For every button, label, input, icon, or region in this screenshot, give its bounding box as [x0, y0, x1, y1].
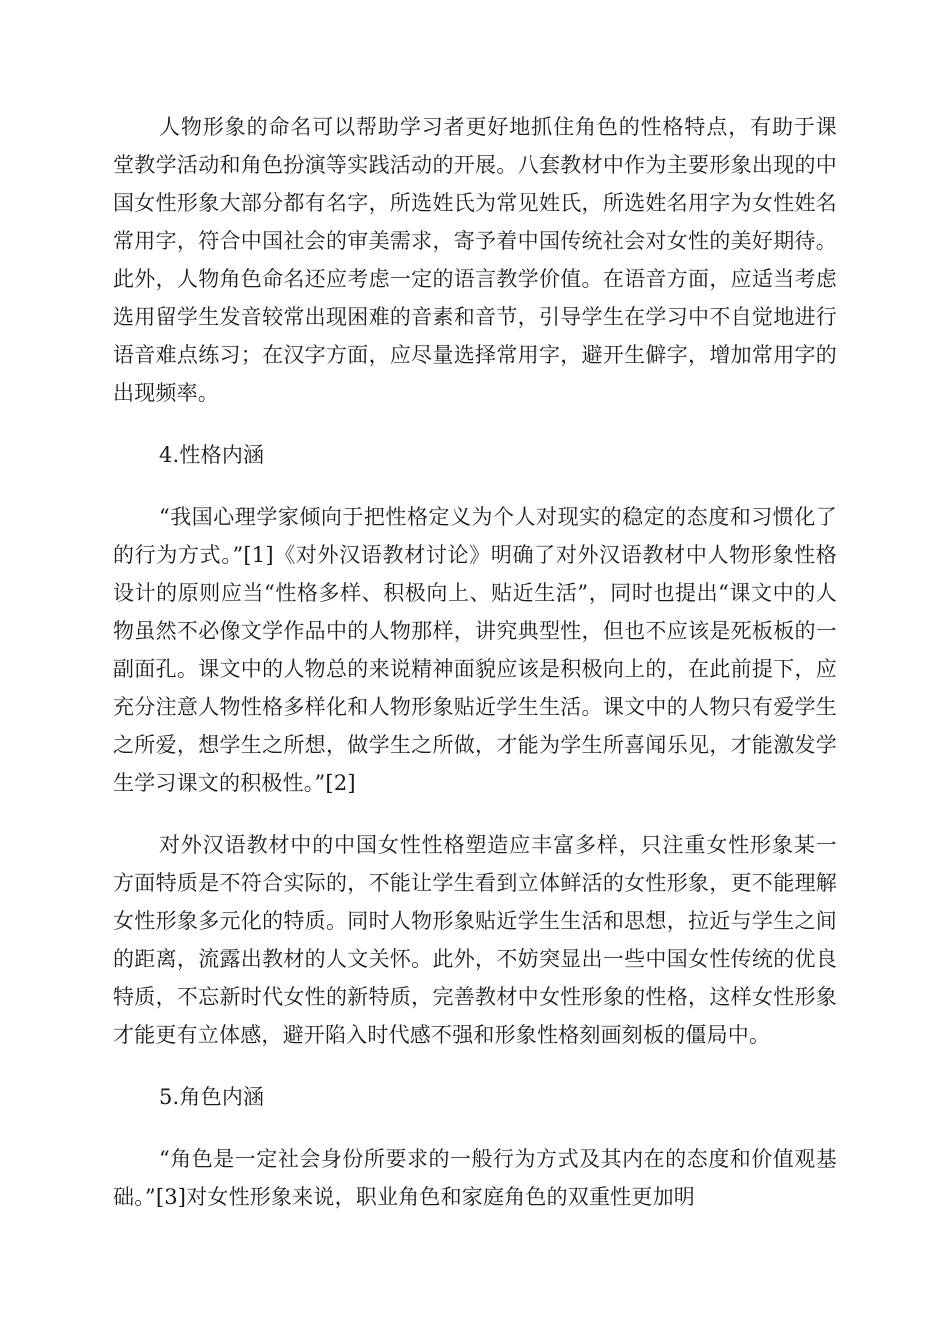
paragraph-personality-quote: “我国心理学家倾向于把性格定义为个人对现实的稳定的态度和习惯化了的行为方式。”[1]《对外汉语教材讨论》明确了对外汉语教材中人物形象性格设计的原则应当“性格多样、积极向上、贴近生活”，同时也提出“课文中的人物虽然不必像文学作品中的人物那样，讲究典型性，但也不应该是死板板的一副面孔。课文中的人物总的来说精神面貌应该是积极向上的，在此前提下，应充分注意人物性格多样化和人物形象贴近学生生活。课文中的人物只有爱学生之所爱，想学生之所想，做学生之所做，才能为学生所喜闻乐见，才能激发学生学习课文的积极性。”[2] [113, 505, 837, 795]
paragraph-personality-analysis: 对外汉语教材中的中国女性性格塑造应丰富多样，只注重女性形象某一方面特质是不符合实际的，不能让学生看到立体鲜活的女性形象，更不能理解女性形象多元化的特质。同时人物形象贴近学生生活和思想，拉近与学生之间的距离，流露出教材的人文关怀。此外，不妨突显出一些中国女性传统的优良特质，不忘新时代女性的新特质，完善教材中女性形象的性格，这样女性形象才能更有立体感，避开陷入时代感不强和形象性格刻画刻板的僵局中。 [113, 833, 837, 1047]
section-heading-personality: 4.性格内涵 [159, 443, 265, 467]
document-page [113, 108, 837, 1240]
paragraph-role-quote: “角色是一定社会身份所要求的一般行为方式及其内在的态度和价值观基础。”[3]对女性形象来说，职业角色和家庭角色的双重性更加明 [113, 1147, 837, 1209]
paragraph-naming: 人物形象的命名可以帮助学习者更好地抓住角色的性格特点，有助于课堂教学活动和角色扮演等实践活动的开展。八套教材中作为主要形象出现的中国女性形象大部分都有名字，所选姓氏为常见姓氏，所选姓名用字为女性姓名常用字，符合中国社会的审美需求，寄予着中国传统社会对女性的美好期待。此外，人物角色命名还应考虑一定的语言教学价值。在语音方面，应适当考虑选用留学生发音较常出现困难的音素和音节，引导学生在学习中不自觉地进行语音难点练习；在汉字方面，应尽量选择常用字，避开生僻字，增加常用字的出现频率。 [113, 115, 837, 405]
section-heading-role: 5.角色内涵 [159, 1085, 265, 1109]
